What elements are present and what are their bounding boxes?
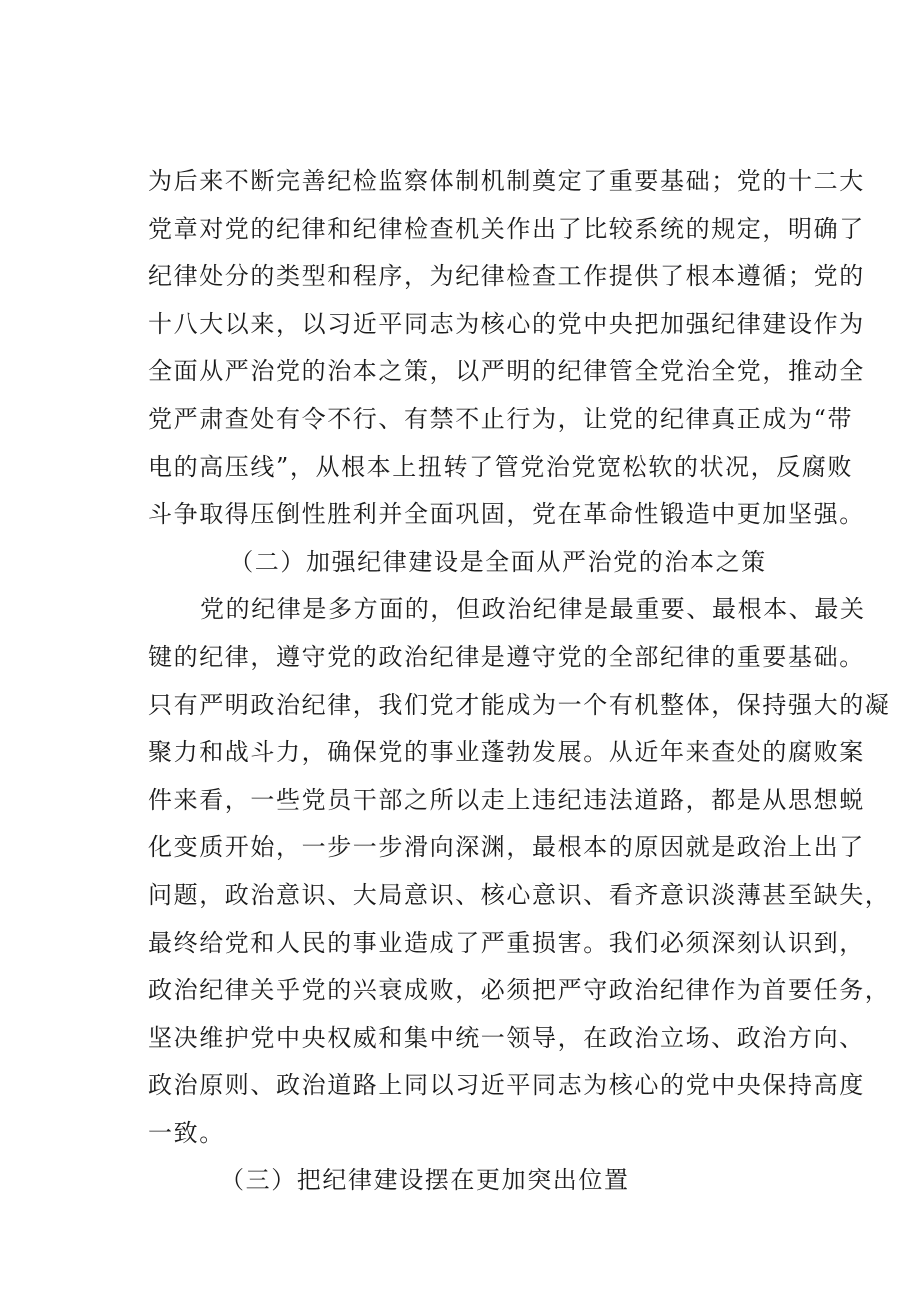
paragraph-line: 键的纪律，遵守党的政治纪律是遵守党的全部纪律的重要基础。 xyxy=(148,642,865,671)
paragraph-line: 斗争取得压倒性胜利并全面巩固，党在革命性锻造中更加坚强。 xyxy=(148,500,865,529)
section-heading-2: （二）加强纪律建设是全面从严治党的治本之策 xyxy=(229,547,767,576)
paragraph-line: 党章对党的纪律和纪律检查机关作出了比较系统的规定，明确了 xyxy=(148,214,865,243)
paragraph-line: 电的高压线”，从根本上扭转了管党治党宽松软的状况，反腐败 xyxy=(148,452,854,481)
paragraph-line: 坚决维护党中央权威和集中统一领导，在政治立场、政治方向、 xyxy=(148,1023,865,1052)
paragraph-line: 件来看，一些党员干部之所以走上违纪违法道路，都是从思想蜕 xyxy=(148,785,865,814)
paragraph-line: 一致。 xyxy=(148,1118,225,1147)
paragraph-line: 党的纪律是多方面的，但政治纪律是最重要、最根本、最关 xyxy=(200,595,866,624)
paragraph-line: 全面从严治党的治本之策，以严明的纪律管全党治全党，推动全 xyxy=(148,357,865,386)
paragraph-2 xyxy=(148,586,891,1157)
paragraph-line: 政治纪律关乎党的兴衰成败，必须把严守政治纪律作为首要任务， xyxy=(148,976,891,1005)
paragraph-line: 问题，政治意识、大局意识、核心意识、看齐意识淡薄甚至缺失， xyxy=(148,880,891,909)
paragraph-line: 最终给党和人民的事业造成了严重损害。我们必须深刻认识到， xyxy=(148,928,865,957)
paragraph-line: 为后来不断完善纪检监察体制机制奠定了重要基础；党的十二大 xyxy=(148,167,865,195)
paragraph-line: 聚力和战斗力，确保党的事业蓬勃发展。从近年来查处的腐败案 xyxy=(148,738,865,767)
paragraph-line: 只有严明政治纪律，我们党才能成为一个有机整体，保持强大的凝 xyxy=(148,690,891,719)
paragraph-line: 十八大以来，以习近平同志为核心的党中央把加强纪律建设作为 xyxy=(148,309,865,338)
paragraph-line: 政治原则、政治道路上同以习近平同志为核心的党中央保持高度 xyxy=(148,1071,865,1100)
paragraph-1 xyxy=(148,158,865,539)
paragraph-line: 纪律处分的类型和程序，为纪律检查工作提供了根本遵循；党的 xyxy=(148,262,865,291)
paragraph-line: 化变质开始，一步一步滑向深渊，最根本的原因就是政治上出了 xyxy=(148,833,865,862)
paragraph-line: 党严肃查处有令不行、有禁不止行为，让党的纪律真正成为“带 xyxy=(148,404,854,433)
section-heading-3: （三）把纪律建设摆在更加突出位置 xyxy=(220,1166,630,1195)
document-body xyxy=(148,158,891,1205)
